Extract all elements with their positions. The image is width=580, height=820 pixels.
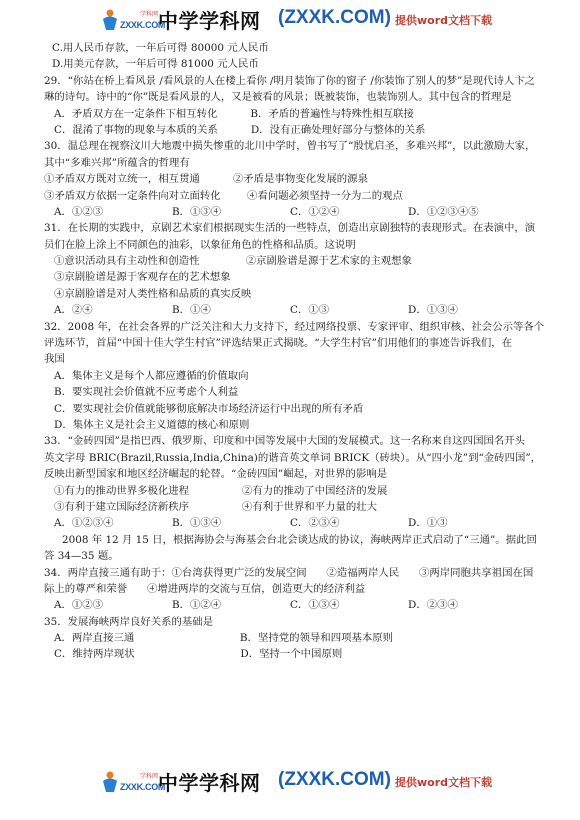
logo-text: ZXXK.COM xyxy=(120,20,166,30)
q30-stem: 30．温总理在视察汶川大地震中损失惨重的北川中学时，曾书写了“殷忧启圣，多难兴邦”，以此激励大家， xyxy=(44,140,536,153)
q32-stem-end: 我国 xyxy=(44,353,65,366)
option: D．①②③④⑤ xyxy=(408,205,479,218)
q32-option-a: A．集体主义是每个人都应遵循的价值取向 xyxy=(54,369,249,382)
header-banner xyxy=(0,2,580,38)
option: A．①②③ xyxy=(54,599,104,612)
q31-item-4: ④京剧脸谱是对人类性格和品质的真实反映 xyxy=(54,287,252,300)
q29-stem-cont: 琳的诗句。诗中的“你”既是看风景的人，又是被看的风景；既被装饰，也装饰别人。其中包含的哲理是 xyxy=(44,91,512,104)
option: C．②③④ xyxy=(290,517,340,530)
q34-options xyxy=(44,597,538,613)
option: D．②③④ xyxy=(408,599,458,612)
q32-option-b: B．要实现社会价值就不应考虑个人利益 xyxy=(54,386,239,399)
logo-subtitle: 学科网 xyxy=(140,12,159,18)
site-name: 中学学科网 xyxy=(158,771,261,795)
q29-stem: 29．“你站在桥上看风景 /看风景的人在楼上看你 /明月装饰了你的窗子 /你装饰了别人的梦”是现代诗人卞之 xyxy=(44,74,536,87)
option: A．①②③ xyxy=(54,205,104,218)
q29-options-ab: A．矛盾双方在一定条件下相互转化 B．矛盾的普遍性与特殊性相互联接 xyxy=(54,107,414,120)
q31-stem: 31．在长期的实践中，京剧艺术家们根据现实生活的一些特点，创造出京剧独特的表现形式。在表演中，演 xyxy=(44,222,536,235)
site-logo[interactable] xyxy=(100,770,166,794)
site-logo[interactable] xyxy=(100,8,166,32)
passage-intro-cont: 答 34—35 题。 xyxy=(44,550,119,563)
site-slogan[interactable]: 提供word文档下载 xyxy=(395,14,493,27)
option: A．①②③④ xyxy=(54,517,114,530)
option: B．①③④ xyxy=(172,517,222,530)
q32-stem: 32．2008 年，在社会各界的广泛关注和大力支持下，经过网络投票、专家评审、组织审核、社会公示等各个 xyxy=(44,320,545,333)
site-url[interactable]: (ZXXK.COM) xyxy=(278,7,391,28)
logo-text: ZXXK.COM xyxy=(120,782,166,792)
document-body xyxy=(44,40,545,663)
site-slogan[interactable]: 提供word文档下载 xyxy=(395,776,493,789)
q29-options-cd: C．混淆了事物的现象与本质的关系 D．没有正确处理好部分与整体的关系 xyxy=(54,123,426,136)
option: B．①④ xyxy=(172,304,211,317)
q28-option-d: D.用美元存款，一年后可得 81000 元人民币 xyxy=(52,58,259,71)
q33-stem: 33．“金砖四国”是指巴西、俄罗斯、印度和中国等发展中大国的发展模式。这一名称来自这四国国名开头 xyxy=(44,435,526,448)
q30-stem-cont: 其中“多难兴邦”所蕴含的哲理有 xyxy=(44,156,190,169)
option: D．①③④ xyxy=(408,304,458,317)
q30-items-34: ③矛盾双方依据一定条件向对立面转化 ④看问题必须坚持一分为二的观点 xyxy=(44,189,403,202)
q33-items-12: ①有力的推动世界多极化进程 ②有力的推动了中国经济的发展 xyxy=(54,484,388,497)
q33-options xyxy=(44,515,538,531)
option: B．①③④ xyxy=(172,205,222,218)
logo-figure-icon xyxy=(100,8,120,32)
logo-figure-icon xyxy=(100,770,120,794)
logo-subtitle: 学科网 xyxy=(140,774,159,780)
q32-stem-cont: 评选环节，首届“中国十佳大学生村官”评选结果正式揭晓。“大学生村官”们用他们的事迹告诉我们，在 xyxy=(44,337,513,350)
option: C．①②④ xyxy=(290,205,340,218)
q35-stem: 35．发展海峡两岸良好关系的基础是 xyxy=(44,615,214,628)
passage-intro: 2008 年 12 月 15 日，根据海协会与海基会台北会谈达成的协议，海峡两岸正式启动了“三通”。据此回 xyxy=(62,533,537,546)
q31-item-3: ③京剧脸谱是源于客观存在的艺术想象 xyxy=(54,271,231,284)
option: B．①②④ xyxy=(172,599,222,612)
q28-option-c: C.用人民币存款，一年后可得 80000 元人民币 xyxy=(52,42,269,54)
option: D．①③ xyxy=(408,517,448,530)
q31-options xyxy=(44,302,538,318)
q32-option-c: C．要实现社会价值就能够彻底解决市场经济运行中出现的所有矛盾 xyxy=(54,402,364,415)
q32-option-d: D．集体主义是社会主义道德的核心和原则 xyxy=(54,418,250,431)
q34-stem: 34．两岸直接三通有助于：①台湾获得更广泛的发展空间 ②造福两岸人民 ③两岸同胞共享祖国在国 xyxy=(44,566,534,579)
q30-options xyxy=(44,204,538,220)
q33-stem-end: 反映出新型国家和地区经济崛起的轮替。“金砖四国”崛起，对世界的影响是 xyxy=(44,468,388,481)
q31-stem-cont: 员们在脸上涂上不同颜色的油彩，以象征角色的性格和品质。这说明 xyxy=(44,238,356,251)
q30-items-12: ①矛盾双方既对立统一，相互贯通 ②矛盾是事物变化发展的源泉 xyxy=(44,173,368,186)
q33-items-34: ③有利于建立国际经济新秩序 ④有利于世界和平力量的壮大 xyxy=(54,500,377,513)
q33-stem-cont: 英文字母 BRIC(Brazil,Russia,India,China)的谐音英文单词 BRICK（砖块）。从“四小龙”到“金砖四国”， xyxy=(44,451,542,464)
site-name: 中学学科网 xyxy=(158,9,261,33)
option: A．②④ xyxy=(54,304,93,317)
q35-options-ab: A．两岸直接三通 B．坚持党的领导和四项基本原则 xyxy=(54,632,394,645)
q35-options-cd: C．维持两岸现状 D．坚持一个中国原则 xyxy=(54,648,343,661)
footer-banner xyxy=(0,764,580,800)
q34-stem-cont: 际上的尊严和荣誉 ④增进两岸的交流与互信，创造更大的经济利益 xyxy=(44,582,366,595)
q31-items-12: ①意识活动具有主动性和创造性 ②京剧脸谱是源于艺术家的主观想象 xyxy=(54,255,412,268)
option: C．①③④ xyxy=(290,599,340,612)
site-url[interactable]: (ZXXK.COM) xyxy=(278,769,391,790)
option: C．①③ xyxy=(290,304,330,317)
